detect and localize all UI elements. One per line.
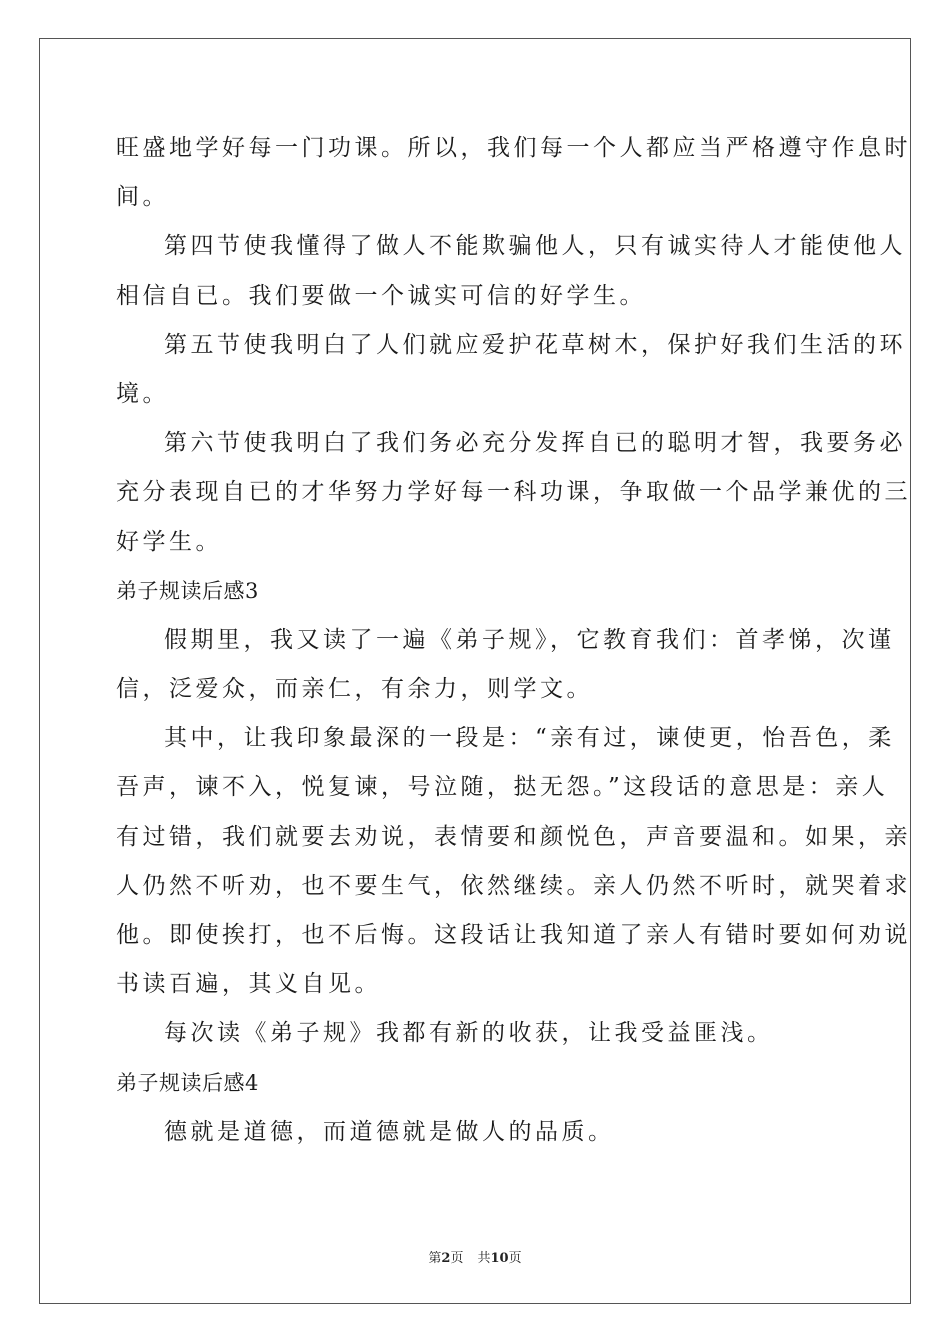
text-line: 人仍然不听劝，也不要生气，依然继续。亲人仍然不听时，就哭着求 [116, 872, 911, 899]
text-line: 他。即使挨打，也不后悔。这段话让我知道了亲人有错时要如何劝说 [116, 922, 911, 948]
section-heading: 弟子规读后感3 [116, 578, 259, 603]
page-total: 共10页 [477, 1251, 522, 1266]
text-line: 旺盛地学好每一门功课。所以，我们每一个人都应当严格遵守作息时 [116, 135, 911, 161]
text-line: 好学生。 [116, 528, 222, 555]
page-number: 第2页 [428, 1251, 464, 1266]
page-footer [0, 1247, 950, 1266]
paragraph-start: 第六节使我明白了我们务必充分发挥自已的聪明才智，我要务必 [164, 430, 906, 457]
text-line: 有过错，我们就要去劝说，表情要和颜悦色，声音要温和。如果，亲 [116, 823, 911, 850]
paragraph-start: 假期里，我又读了一遍《弟子规》，它教育我们：首孝悌，次谨 [164, 626, 895, 653]
text-line: 充分表现自已的才华努力学好每一科功课，争取做一个品学兼优的三 [116, 479, 911, 506]
paragraph-start: 其中，让我印象最深的一段是：“亲有过，谏使更，怡吾色，柔 [164, 725, 895, 752]
document-body [116, 124, 911, 1157]
text-line: 相信自已。我们要做一个诚实可信的好学生。 [116, 282, 646, 309]
text-line: 信，泛爱众，而亲仁，有余力，则学文。 [116, 676, 593, 703]
section-heading: 弟子规读后感4 [116, 1070, 259, 1095]
text-line: 境。 [116, 380, 169, 407]
paragraph-start: 第四节使我懂得了做人不能欺骗他人，只有诚实待人才能使他人 [164, 233, 906, 260]
paragraph-start: 每次读《弟子规》我都有新的收获，让我受益匪浅。 [164, 1020, 774, 1047]
text-line: 吾声，谏不入，悦复谏，号泣随，挞无怨。”这段话的意思是：亲人 [116, 774, 889, 801]
paragraph-start: 德就是道德，而道德就是做人的品质。 [164, 1118, 615, 1145]
text-line: 间。 [116, 184, 169, 211]
text-line: 书读百遍，其义自见。 [116, 971, 381, 998]
paragraph-start: 第五节使我明白了人们就应爱护花草树木，保护好我们生活的环 [164, 331, 906, 358]
